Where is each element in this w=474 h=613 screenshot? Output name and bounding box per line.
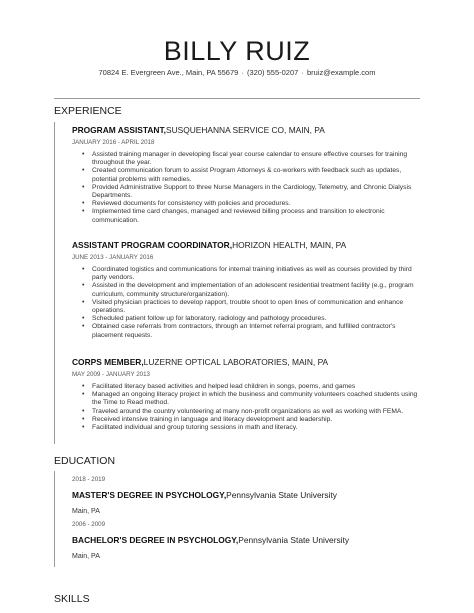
degree-name: MASTER'S DEGREE IN PSYCHOLOGY, bbox=[72, 490, 227, 500]
job-dates: JANUARY 2016 - APRIL 2018 bbox=[72, 139, 155, 146]
job-title: ASSISTANT PROGRAM COORDINATOR, bbox=[72, 240, 233, 250]
list-item: • Reviewed documents for consistency with policies and procedures. bbox=[82, 200, 291, 208]
list-item: • Coordinated logistics and communications for internal training initiatives as well as courses provided by third party vendors. bbox=[82, 266, 412, 282]
list-item: • Visited physician practices to develop rapport, trouble shoot to open lines of communication and enhance operations. bbox=[82, 298, 404, 315]
bullet-icon: • bbox=[82, 151, 85, 158]
contact-line bbox=[0, 68, 474, 77]
bullet-icon: • bbox=[82, 407, 85, 415]
education-entry bbox=[72, 475, 422, 516]
bullet-icon: • bbox=[82, 200, 85, 208]
list-item: • Facilitated individual and group tutoring sessions in math and literacy. bbox=[82, 424, 298, 432]
list-item: • Provided Administrative Support to three Nurse Managers in the Cardiology, Telemetry, and Chronic Dialysis Departments. bbox=[82, 183, 412, 200]
job-bullets bbox=[72, 266, 422, 340]
bullet-icon: • bbox=[82, 208, 85, 216]
education-heading bbox=[72, 535, 422, 546]
bullet-icon: • bbox=[82, 323, 85, 331]
contact-address: 70824 E. Evergreen Ave., Main, PA 55679 bbox=[98, 68, 239, 77]
education-dates: 2006 - 2009 bbox=[72, 521, 106, 528]
job-company: LUZERNE OPTICAL LABORATORIES, MAIN, PA bbox=[143, 357, 329, 367]
list-item: • Facilitated literacy based activities and helped lead children in songs, poems, and games bbox=[82, 383, 356, 390]
education-entry bbox=[72, 520, 422, 561]
job-dates: MAY 2009 - JANUARY 2013 bbox=[72, 371, 150, 378]
job-heading bbox=[72, 357, 422, 368]
job-company: SUSQUEHANNA SERVICE CO, MAIN, PA bbox=[166, 125, 325, 135]
contact-separator: · bbox=[301, 68, 304, 77]
candidate-name: BILLY RUIZ bbox=[163, 36, 311, 66]
bullet-icon: • bbox=[82, 383, 85, 390]
contact-phone: (320) 555-0207 bbox=[247, 68, 299, 77]
list-item: • Assisted training manager in developing fiscal year course calendar to ensure effective courses for training throughout the year. bbox=[82, 151, 408, 167]
job-bullets bbox=[72, 151, 422, 225]
bullet-icon: • bbox=[82, 266, 85, 273]
section-title-education: EDUCATION bbox=[54, 455, 116, 467]
experience-side-rule bbox=[54, 122, 55, 444]
job-title: PROGRAM ASSISTANT, bbox=[72, 125, 166, 135]
list-item: • Implemented time card changes, managed and reviewed billing process and transition to electronic communication. bbox=[82, 208, 385, 224]
bullet-icon: • bbox=[82, 298, 85, 306]
bullet-icon: • bbox=[82, 424, 85, 432]
list-item: • Managed an ongoing literacy project in which the business and community volunteers coached students using the Time to Read method. bbox=[82, 391, 418, 407]
education-side-rule bbox=[54, 471, 55, 567]
bullet-icon: • bbox=[82, 183, 85, 191]
bullet-icon: • bbox=[82, 282, 85, 290]
section-title-experience: EXPERIENCE bbox=[54, 105, 122, 117]
header-divider bbox=[54, 98, 420, 99]
job-bullets bbox=[72, 383, 422, 432]
education-dates: 2018 - 2019 bbox=[72, 476, 106, 483]
job-entry bbox=[72, 125, 422, 225]
degree-name: BACHELOR'S DEGREE IN PSYCHOLOGY, bbox=[72, 535, 239, 545]
education-heading bbox=[72, 490, 422, 501]
school-name: Pennsylvania State University bbox=[238, 535, 350, 545]
bullet-icon: • bbox=[82, 315, 85, 323]
education-location: Main, PA bbox=[72, 553, 100, 560]
bullet-icon: • bbox=[82, 415, 85, 423]
section-title-skills: SKILLS bbox=[54, 593, 90, 605]
contact-email: bruiz@example.com bbox=[307, 68, 376, 77]
list-item: • Created communication forum to assist Program Attorneys & co-workers with feedback such as updates, potential problems with remedies. bbox=[82, 167, 402, 183]
list-item: • Assisted in the development and implementation of an adolescent residential treatment facility (e.g., program curriculum, community structure/organization). bbox=[82, 282, 414, 298]
list-item: • Received intensive training in language and literacy development and leadership. bbox=[82, 415, 333, 423]
list-item: • Scheduled patient follow up for laboratory, radiology and pathology procedures. bbox=[82, 315, 327, 323]
education-location: Main, PA bbox=[72, 508, 100, 515]
job-heading bbox=[72, 125, 422, 136]
school-name: Pennsylvania State University bbox=[226, 490, 337, 500]
job-company: HORIZON HEALTH, MAIN, PA bbox=[232, 240, 347, 250]
job-dates: JUNE 2013 - JANUARY 2016 bbox=[72, 254, 154, 261]
job-title: CORPS MEMBER, bbox=[72, 357, 144, 367]
job-entry bbox=[72, 240, 422, 340]
job-heading bbox=[72, 240, 422, 251]
bullet-icon: • bbox=[82, 391, 85, 399]
list-item: • Obtained case referrals from contractors, through an Internet referral program, and fulfilled contractor's placement requests. bbox=[82, 323, 396, 339]
bullet-icon: • bbox=[82, 167, 85, 175]
job-entry bbox=[72, 357, 422, 432]
list-item: • Traveled around the country volunteering at many non-profit organizations as well as working with FEMA. bbox=[82, 407, 404, 415]
contact-separator: · bbox=[241, 68, 244, 77]
